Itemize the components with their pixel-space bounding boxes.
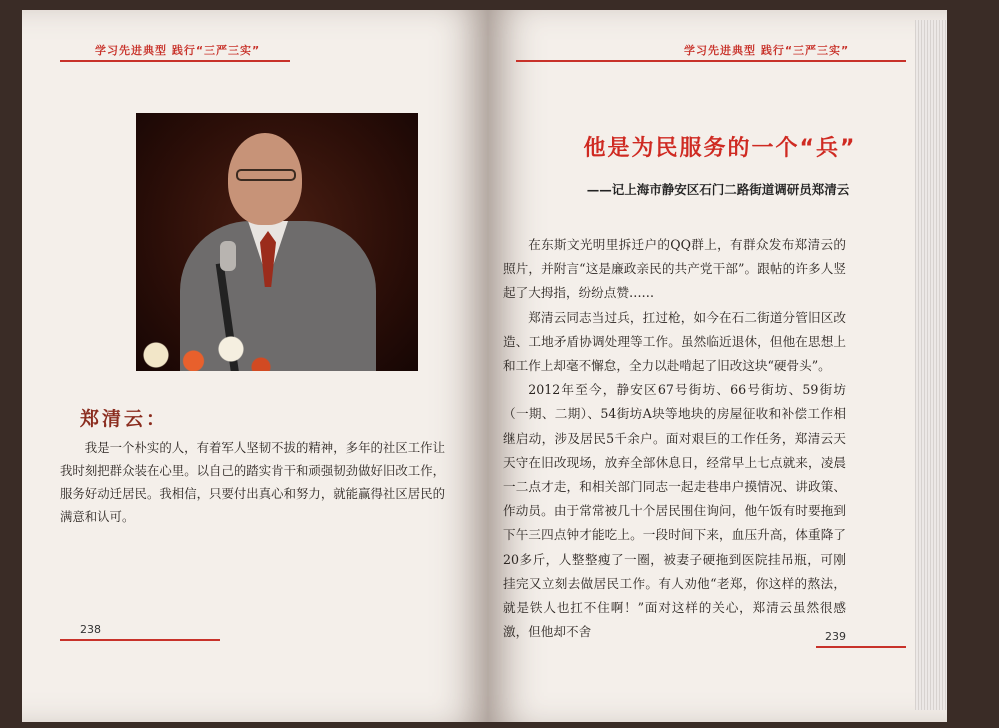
article-paragraph: 2012年至今，静安区67号街坊、66号街坊、59街坊（一期、二期）、54街坊A块等地块的房屋征收和补偿工作相继启动，涉及居民5千余户。面对艰巨的工作任务，郑清云天天守在旧改现场，放弃全部休息日，经常早上七点就来，凌晨一二点才走，和相关部门同志一起走巷串户摸情况、讲政策、作动员。由于常常被几十个居民围住询问，他午饭有时要拖到下午三四点钟才能吃上。一段时间下来，血压升高，体重降了20多斤，人整整瘦了一圈，被妻子硬拖到医院挂吊瓶，可刚挂完又立刻去做居民工作。有人劝他“老郑，你这样的熬法，就是铁人也扛不住啊！”面对这样的关心，郑清云虽然很感激，但他却不舍 xyxy=(503,382,846,640)
person-quote: 我是一个朴实的人，有着军人坚韧不拔的精神，多年的社区工作让我时刻把群众装在心里。以自己的踏实肯干和顽强韧劲做好旧改工作，服务好动迁居民。我相信，只要付出真心和努力，就能赢得社区居民的满意和认可。 xyxy=(60,440,445,524)
photo-microphone xyxy=(220,241,236,271)
portrait-photo xyxy=(136,113,418,371)
article-subtitle: ——记上海市静安区石门二路街道调研员郑清云 xyxy=(586,182,850,197)
right-footer-rule xyxy=(816,646,906,648)
left-footer-rule xyxy=(60,639,220,641)
right-header-rule xyxy=(516,60,906,62)
photo-flowers xyxy=(136,325,276,371)
article-paragraph: 郑清云同志当过兵，扛过枪，如今在石二街道分管旧区改造、工地矛盾协调处理等工作。虽然临近退休，但他在思想上和工作上却毫不懈怠，全力以赴啃起了旧改这块“硬骨头”。 xyxy=(503,309,846,374)
photo-glasses xyxy=(236,169,296,181)
left-header-rule xyxy=(60,60,290,62)
article-body xyxy=(503,233,846,644)
right-running-head: 学习先进典型 践行“三严三实” xyxy=(684,44,850,57)
right-page-number: 239 xyxy=(825,630,846,643)
page-edges xyxy=(915,20,947,710)
person-name-heading: 郑清云： xyxy=(80,408,169,430)
article-paragraph: 在东斯文光明里拆迁户的QQ群上，有群众发布郑清云的照片，并附言“这是廉政亲民的共产党干部”。跟帖的许多人竖起了大拇指，纷纷点赞…… xyxy=(503,237,846,301)
left-page-number: 238 xyxy=(80,623,101,636)
article-title: 他是为民服务的一个“兵” xyxy=(583,136,857,161)
left-running-head: 学习先进典型 践行“三严三实” xyxy=(95,44,261,57)
